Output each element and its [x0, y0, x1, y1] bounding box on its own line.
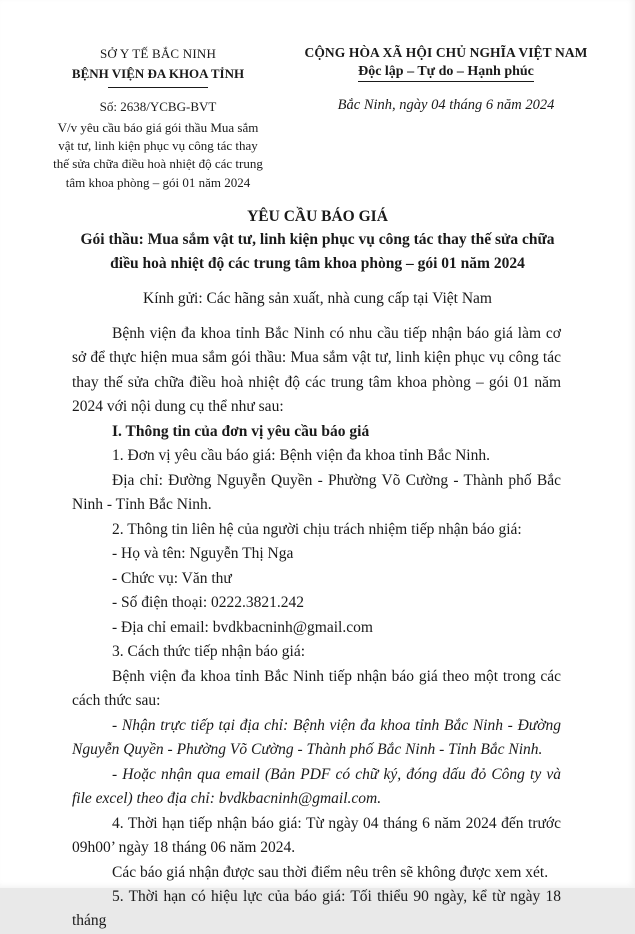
- paragraph-intro: Bệnh viện đa khoa tỉnh Bắc Ninh có nhu cầu tiếp nhận báo giá làm cơ sở để thực hiện mua sắm gói thầu: Mua sắm vật tư, linh kiện phục vụ công tác thay thế sửa chữa điều hoà nhiệt độ các trung tâm khoa phòng – gói 01 năm 2024 với nội dung cụ thể như sau:: [72, 324, 561, 416]
- country-name: CỘNG HÒA XÃ HỘI CHỦ NGHĨA VIỆT NAM: [304, 45, 588, 60]
- org-name-underline: [108, 87, 208, 88]
- paragraph-contact-phone: - Số điện thoại: 0222.3821.242: [112, 594, 305, 612]
- issuer-block: [52, 45, 264, 192]
- paragraph-method-direct: - Nhận trực tiếp tại địa chỉ: Bệnh viện đa khoa tỉnh Bắc Ninh - Đường Nguyễn Quyền - Phường Võ Cường - Thành phố Bắc Ninh - Tỉnh Bắc Ninh.: [72, 716, 561, 759]
- document-number: Số: 2638/YCBG-BVT: [99, 98, 217, 114]
- national-header-block: [281, 45, 611, 192]
- document-subtitle: Gói thầu: Mua sắm vật tư, linh kiện phục vụ công tác thay thế sửa chữa điều hoà nhiệt độ các trung tâm khoa phòng – gói 01 năm 2024: [80, 231, 555, 272]
- paragraph-method-email: - Hoặc nhận qua email (Bản PDF có chữ ký, đóng dấu đỏ Công ty và file excel) theo địa chỉ: bvdkbacninh@gmail.com.: [72, 765, 561, 808]
- paragraph-contact-email: - Địa chỉ email: bvdkbacninh@gmail.com: [112, 618, 373, 636]
- document-header: [0, 0, 635, 192]
- parent-organization: SỞ Y TẾ BẮC NINH: [99, 46, 217, 61]
- document-body: [0, 308, 635, 934]
- paragraph-deadline-note: Các báo giá nhận được sau thời điểm nêu trên sẽ không được xem xét.: [112, 863, 549, 881]
- national-motto: [281, 64, 611, 80]
- paragraph-contact-name: - Họ và tên: Nguyễn Thị Nga: [112, 545, 294, 563]
- paragraph-item-2: 2. Thông tin liên hệ của người chịu trách nhiệm tiếp nhận báo giá:: [112, 520, 522, 538]
- paragraph-item-4: 4. Thời hạn tiếp nhận báo giá: Từ ngày 04 tháng 6 năm 2024 đến trước 09h00’ ngày 18 tháng 06 năm 2024.: [72, 814, 561, 857]
- organization-name: BỆNH VIỆN ĐA KHOA TỈNH: [71, 65, 245, 81]
- section-heading-1: I. Thông tin của đơn vị yêu cầu báo giá: [112, 422, 370, 440]
- document-subject: V/v yêu cầu báo giá gói thầu Mua sắm vật tư, linh kiện phục vụ công tác thay thế sửa chữa điều hoà nhiệt độ các trung tâm khoa phòng – gói 01 năm 2024: [53, 119, 263, 190]
- paragraph-address: Địa chỉ: Đường Nguyễn Quyền - Phường Võ Cường - Thành phố Bắc Ninh - Tỉnh Bắc Ninh.: [72, 471, 561, 514]
- document-title: YÊU CẦU BÁO GIÁ: [247, 208, 388, 226]
- paragraph-contact-title: - Chức vụ: Văn thư: [112, 569, 232, 587]
- title-block: [0, 208, 635, 308]
- paragraph-item-5: 5. Thời hạn có hiệu lực của báo giá: Tối thiểu 90 ngày, kể từ ngày 18 tháng: [72, 887, 561, 930]
- paragraph-item-3: 3. Cách thức tiếp nhận báo giá:: [112, 643, 306, 661]
- paragraph-methods-intro: Bệnh viện đa khoa tỉnh Bắc Ninh tiếp nhận báo giá theo một trong các cách thức sau:: [72, 667, 561, 710]
- paragraph-item-1: 1. Đơn vị yêu cầu báo giá: Bệnh viện đa khoa tỉnh Bắc Ninh.: [112, 447, 490, 465]
- place-dateline: Bắc Ninh, ngày 04 tháng 6 năm 2024: [337, 97, 555, 113]
- national-motto-text: Độc lập – Tự do – Hạnh phúc: [358, 64, 534, 82]
- salutation-line: Kính gửi: Các hãng sản xuất, nhà cung cấp tại Việt Nam: [143, 289, 492, 307]
